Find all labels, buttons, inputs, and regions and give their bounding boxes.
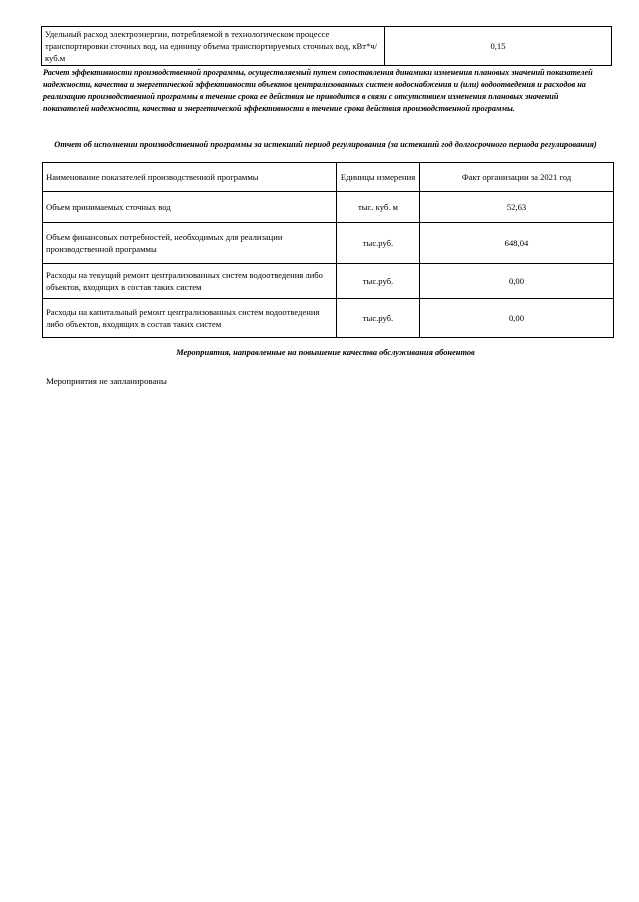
efficiency-note: Расчет эффективности производственной программы, осуществляемый путем сопоставления динамики изменения плановых значений показателей надежности, качества и энергетической эффективности объектов централизованных систем водоснабжения и (или) водоотведения и расходов на реализацию производственной программы в течение срока ее действия не приводится в связи с отсутствием изменения плановых значений показателей надежности, качества и энергетической эффективности в течение срока действия производственной программы.	[43, 68, 593, 113]
row-fact-cell: 52,63	[420, 192, 614, 223]
header-fact-cell: Факт организации за 2021 год	[420, 163, 614, 192]
table-row	[43, 264, 614, 299]
row-unit-cell: тыс.руб.	[337, 264, 420, 299]
measures-heading: Мероприятия, направленные на повышение качества обслуживания абонентов	[176, 348, 475, 357]
row-unit-cell: тыс.руб.	[337, 299, 420, 338]
table-header-row	[43, 163, 614, 192]
indicator-name-cell: Удельный расход электроэнергии, потребляемой в технологическом процессе транспортировки сточных вод, на единицу объема транспортируемых сточных вод, кВт*ч/ куб.м	[42, 27, 385, 66]
row-fact-cell: 0,00	[420, 299, 614, 338]
row-name-cell: Расходы на текущий ремонт централизованных систем водоотведения либо объектов, входящих в состав таких систем	[43, 264, 337, 299]
report-title: Отчет об исполнении производственной программы за истекший период регулирования (за истекший год долгосрочного периода регулирования)	[54, 140, 597, 149]
table-row	[43, 299, 614, 338]
indicator-value-cell: 0,15	[385, 27, 612, 66]
row-fact-cell: 648,04	[420, 223, 614, 264]
table-row	[42, 27, 612, 66]
report-table	[42, 162, 614, 338]
table-row	[43, 223, 614, 264]
row-unit-cell: тыс. куб. м	[337, 192, 420, 223]
row-name-cell: Объем принимаемых сточных вод	[43, 192, 337, 223]
row-name-cell: Расходы на капитальный ремонт централизованных систем водоотведения либо объектов, входящих в состав таких систем	[43, 299, 337, 338]
measures-text: Мероприятия не запланированы	[46, 376, 167, 386]
energy-consumption-table	[41, 26, 612, 66]
row-fact-cell: 0,00	[420, 264, 614, 299]
header-name-cell: Наименование показателей производственной программы	[43, 163, 337, 192]
header-unit-cell: Единицы измерения	[337, 163, 420, 192]
row-unit-cell: тыс.руб.	[337, 223, 420, 264]
table-row	[43, 192, 614, 223]
row-name-cell: Объем финансовых потребностей, необходимых для реализации производственной программы	[43, 223, 337, 264]
